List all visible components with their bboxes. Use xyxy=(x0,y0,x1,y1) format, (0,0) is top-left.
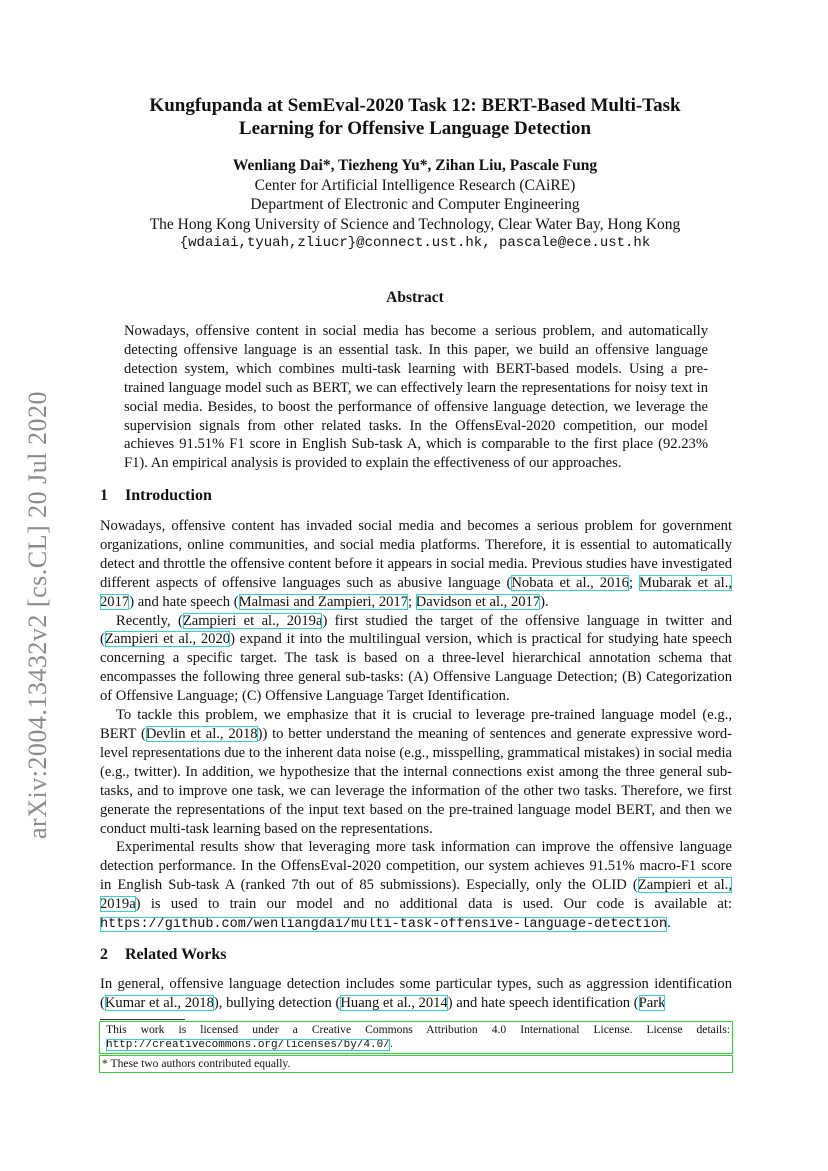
citation-link[interactable]: Malmasi and Zampieri, 2017 xyxy=(238,593,409,610)
section-2-heading xyxy=(100,946,730,964)
section-1-body xyxy=(100,517,732,935)
citation-link[interactable]: Zampieri et al., 2020 xyxy=(104,631,231,648)
citation-link[interactable]: Park xyxy=(638,994,666,1011)
section-2-number: 2 xyxy=(100,946,108,963)
title-line-2: Learning for Offensive Language Detection xyxy=(238,118,592,139)
citation-link[interactable]: Zampieri et al., 2019a xyxy=(100,877,732,913)
license-link[interactable]: http://creativecommons.org/licenses/by/4.0/ xyxy=(106,1038,390,1051)
abstract-heading: Abstract xyxy=(386,289,444,306)
affiliation-line-1: Center for Artificial Intelligence Research (CAiRE) xyxy=(254,176,576,194)
section-2-title: Related Works xyxy=(125,946,227,963)
intro-paragraph-2: Recently, (Zampieri et al., 2019a) first studied the target of the offensive language in twitter and (Zampieri et al., 2020) expand it into the multilingual version, which is practical for studying hate speech concerning a specific target. The task is based on a three-level hierarchical annotation schema that encompasses the following three general sub-tasks: (A) Offensive Language Detection; (B) Categorization of Offensive Language; (C) Offensive Language Target Identification. xyxy=(100,612,733,705)
citation-link[interactable]: Zampieri et al., 2019a xyxy=(182,612,323,629)
author-emails: {wdaiai,tyuah,zliucr}@connect.ust.hk, pascale@ece.ust.hk xyxy=(179,235,651,252)
arxiv-identifier-stamp xyxy=(18,380,58,850)
citation-link[interactable]: Mubarak et al., 2017 xyxy=(100,574,732,610)
code-repository-link[interactable]: https://github.com/wenliangdai/multi-task-offensive-language-detection xyxy=(100,917,668,933)
author-block xyxy=(100,156,730,254)
footnote-divider xyxy=(100,1019,185,1020)
affiliation-line-2: Department of Electronic and Computer Engineering xyxy=(250,196,580,214)
arxiv-identifier-text: arXiv:2004.13432v2 [cs.CL] 20 Jul 2020 xyxy=(23,391,52,839)
paper-title xyxy=(100,94,730,140)
title-line-1: Kungfupanda at SemEval-2020 Task 12: BERT-Based Multi-Task xyxy=(149,95,681,116)
intro-paragraph-4: Experimental results show that leveraging more task information can improve the offensive language detection performance. In the OffensEval-2020 competition, our system achieves 91.51% macro-F1 score in English Sub-task A (ranked 7th out of 85 submissions). Especially, only the OLID (Zampieri et al., 2019a) is used to train our model and no additional data is used. Our code is available at: https://github.com/wenliangdai/multi-task-offensive-language-detection. xyxy=(100,839,732,933)
section-2-body xyxy=(100,975,732,1013)
citation-link[interactable]: Nobata et al., 2016 xyxy=(511,574,629,591)
author-names: Wenliang Dai*, Tiezheng Yu*, Zihan Liu, Pascale Fung xyxy=(232,157,598,174)
section-1-title: Introduction xyxy=(125,487,212,504)
section-1-heading xyxy=(100,487,730,505)
license-footnote[interactable]: This work is licensed under a Creative Commons Attribution 4.0 International License. License details: http://creativecommons.org/licenses/by/4.0/. xyxy=(100,1022,732,1053)
citation-link[interactable]: Kumar et al., 2018 xyxy=(104,994,214,1011)
abstract-text: Nowadays, offensive content in social media has become a serious problem, and automatically detecting offensive language is an essential task. In this paper, we build an offensive language detection system, which combines multi-task learning with BERT-based models. Using a pre-trained language model such as BERT, we can effectively learn the representations for noisy text in social media. Besides, to boost the performance of offensive language detection, we leverage the supervision signals from other related tasks. In the OffensEval-2020 competition, our model achieves 91.51% F1 score in English Sub-task A, which is comparable to the first place (92.23% F1). An empirical analysis is provided to explain the effectiveness of our approaches. xyxy=(124,323,708,472)
intro-paragraph-3: To tackle this problem, we emphasize that it is crucial to leverage pre-trained language model (e.g., BERT (Devlin et al., 2018)) to better understand the meaning of sentences and generate expressive word-level representations due to the inherent data noise (e.g., misspelling, grammatical mistakes) in social media (e.g., twitter). In addition, we hypothesize that the internal connections exist among the three general sub-tasks, and to improve one task, we can leverage the information of the other two tasks. Therefore, we first generate the representations of the input text based on the pre-trained language model BERT, and then we conduct multi-task learning based on the representations. xyxy=(100,707,732,837)
citation-link[interactable]: Devlin et al., 2018 xyxy=(145,725,258,742)
intro-paragraph-1: Nowadays, offensive content has invaded social media and becomes a serious problem for government organizations, online communities, and social media platforms. Therefore, it is essential to automatically detect and throttle the offensive content before it appears in social media. Previous studies have investigated different aspects of offensive languages such as abusive language (Nobata et al., 2016; Mubarak et al., 2017) and hate speech (Malmasi and Zampieri, 2017; Davidson et al., 2017). xyxy=(100,518,732,610)
affiliation-line-3: The Hong Kong University of Science and Technology, Clear Water Bay, Hong Kong xyxy=(149,215,681,233)
citation-link[interactable]: Davidson et al., 2017 xyxy=(415,593,541,610)
related-works-paragraph-1: In general, offensive language detection includes some particular types, such as aggression identification (Kumar et al., 2018), bullying detection (Huang et al., 2014) and hate speech identification (Park xyxy=(100,976,732,1011)
section-1-number: 1 xyxy=(100,487,108,504)
citation-link[interactable]: Huang et al., 2014 xyxy=(340,994,448,1011)
equal-contribution-footnote[interactable]: * These two authors contributed equally. xyxy=(100,1056,732,1072)
footnotes xyxy=(100,1022,732,1072)
